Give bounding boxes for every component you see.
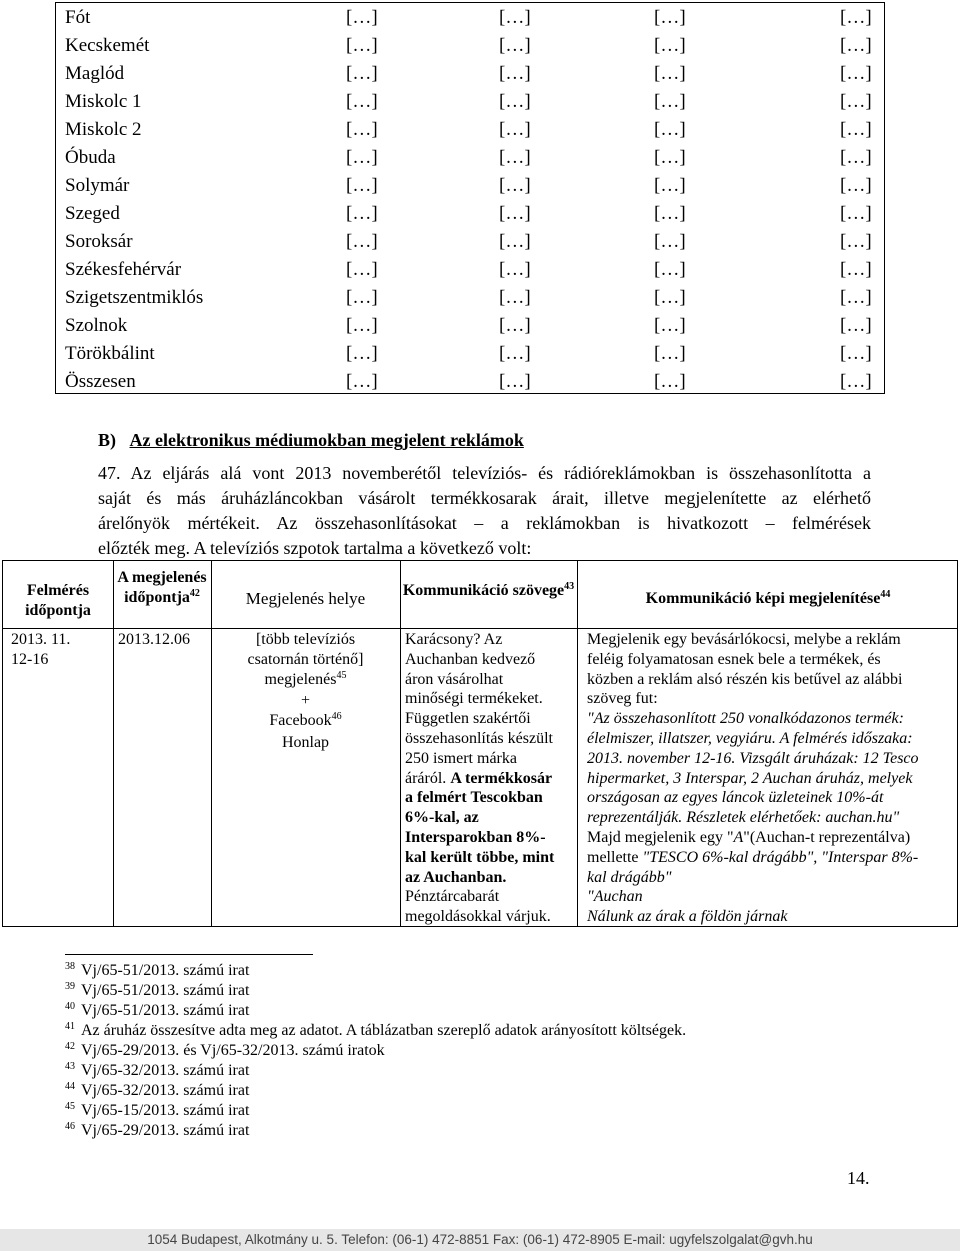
footnote-text: Vj/65-51/2013. számú irat <box>81 982 250 999</box>
footnote <box>65 1002 249 1020</box>
section-letter: B) <box>98 430 116 450</box>
paragraph-line: saját és más áruházláncokban vásárolt termékkosarak árait, illetve megjelenítette az elérhető <box>98 488 871 508</box>
redacted-cell: […] <box>840 315 872 336</box>
section-title: Az elektronikus médiumokban megjelent reklámok <box>129 430 524 450</box>
table-row <box>56 32 884 60</box>
store-name: Solymár <box>65 175 130 196</box>
paragraph-line: 47. Az eljárás alá vont 2013 novemberétől televíziós- és rádióreklámokban is összehasonlította a <box>98 463 871 483</box>
communication-text: Karácsony? Az Auchanban kedvező áron vásárolhat minőségi termékeket. Független szakértői összehasonlítás készült 250 ismert márka áráról. A termékkosár a felmért Tescokban 6%-kal, az Intersparokban 8%- kal került többe, mint az Auchanban. Pénztárcabarát megoldásokkal várjuk. <box>405 631 555 926</box>
redacted-cell: […] <box>654 231 686 252</box>
redacted-cell: […] <box>654 7 686 28</box>
redacted-cell: […] <box>499 203 531 224</box>
redacted-cell: […] <box>499 371 531 392</box>
store-cost-table <box>55 2 885 394</box>
table-row <box>56 200 884 228</box>
redacted-cell: […] <box>346 119 378 140</box>
footnote-number: 46 <box>65 1121 75 1132</box>
footnote <box>65 962 249 980</box>
table-row <box>56 256 884 284</box>
redacted-cell: […] <box>346 35 378 56</box>
footnote-separator <box>65 954 313 955</box>
header-survey-date: Felmérés időpontja <box>25 582 91 619</box>
footnote-text: Vj/65-51/2013. számú irat <box>81 1002 250 1019</box>
header-place: Megjelenés helye <box>245 589 366 608</box>
store-name: Maglód <box>65 63 125 84</box>
redacted-cell: […] <box>840 147 872 168</box>
footnote-number: 38 <box>65 961 75 972</box>
redacted-cell: […] <box>346 287 378 308</box>
redacted-cell: […] <box>654 203 686 224</box>
footnote-text: Vj/65-32/2013. számú irat <box>81 1062 250 1079</box>
redacted-cell: […] <box>654 35 686 56</box>
table-row <box>56 312 884 340</box>
section-heading <box>98 430 524 451</box>
redacted-cell: […] <box>840 287 872 308</box>
redacted-cell: […] <box>840 119 872 140</box>
footnote-number: 44 <box>65 1081 75 1092</box>
table-row <box>56 60 884 88</box>
redacted-cell: […] <box>840 343 872 364</box>
store-name: Szolnok <box>65 315 128 336</box>
footnote <box>65 1102 249 1120</box>
store-name: Soroksár <box>65 231 133 252</box>
table-row <box>56 172 884 200</box>
redacted-cell: […] <box>654 119 686 140</box>
footnote-text: Vj/65-29/2013. számú irat <box>81 1122 250 1139</box>
redacted-cell: […] <box>840 7 872 28</box>
redacted-cell: […] <box>346 63 378 84</box>
footnote <box>65 1022 686 1040</box>
store-name: Kecskemét <box>65 35 150 56</box>
redacted-cell: […] <box>654 343 686 364</box>
appearance-place: [több televíziós csatornán történő] megjelenés$^{45}$ + Facebook$^{46}$ Honlap <box>247 631 364 751</box>
store-name: Óbuda <box>65 147 116 168</box>
header-appearance-date: A megjelenés időpontja$^{42}$ <box>117 569 207 606</box>
redacted-cell: […] <box>840 91 872 112</box>
redacted-cell: […] <box>346 315 378 336</box>
redacted-cell: […] <box>346 91 378 112</box>
table-row <box>56 228 884 256</box>
footnote <box>65 1042 385 1060</box>
redacted-cell: […] <box>499 7 531 28</box>
tv-spot-table <box>2 560 958 927</box>
store-name: Törökbálint <box>65 343 155 364</box>
redacted-cell: […] <box>499 147 531 168</box>
redacted-cell: […] <box>499 259 531 280</box>
footnote-text: Vj/65-51/2013. számú irat <box>81 962 250 979</box>
redacted-cell: […] <box>840 203 872 224</box>
redacted-cell: […] <box>346 175 378 196</box>
redacted-cell: […] <box>840 231 872 252</box>
redacted-cell: […] <box>840 35 872 56</box>
redacted-cell: […] <box>499 175 531 196</box>
redacted-cell: […] <box>346 259 378 280</box>
redacted-cell: […] <box>654 315 686 336</box>
header-visual: Kommunikáció képi megjelenítése$^{44}$ <box>645 589 891 607</box>
redacted-cell: […] <box>499 119 531 140</box>
redacted-cell: […] <box>346 371 378 392</box>
survey-date: 2013. 11. 12-16 <box>11 631 71 668</box>
footnote-text: Vj/65-32/2013. számú irat <box>81 1082 250 1099</box>
redacted-cell: […] <box>840 175 872 196</box>
footnote <box>65 982 249 1000</box>
redacted-cell: […] <box>654 91 686 112</box>
store-name: Fót <box>65 7 91 28</box>
redacted-cell: […] <box>654 147 686 168</box>
store-name: Szigetszentmiklós <box>65 287 204 308</box>
footnote-number: 45 <box>65 1101 75 1112</box>
header-communication-text: Kommunikáció szövege$^{43}$ <box>402 581 575 599</box>
store-name: Székesfehérvár <box>65 259 182 280</box>
redacted-cell: […] <box>654 287 686 308</box>
store-name: Miskolc 2 <box>65 119 142 140</box>
redacted-cell: […] <box>346 7 378 28</box>
footnote-number: 43 <box>65 1061 75 1072</box>
footnote-number: 39 <box>65 981 75 992</box>
footnote-number: 42 <box>65 1041 75 1052</box>
redacted-cell: […] <box>654 259 686 280</box>
redacted-cell: […] <box>840 259 872 280</box>
redacted-cell: […] <box>499 63 531 84</box>
table-row <box>56 284 884 312</box>
paragraph-line: árelőnyök mértékeit. Az összehasonlításokat – a reklámokban is hivatkozott – felmérések <box>98 513 871 533</box>
store-name: Összesen <box>65 371 136 392</box>
page-footer: 1054 Budapest, Alkotmány u. 5. Telefon: (06-1) 472-8851 Fax: (06-1) 472-8905 E-mail: ugyfelszolgalat@gvh.hu <box>0 1229 960 1251</box>
footnote-text: Vj/65-29/2013. és Vj/65-32/2013. számú iratok <box>81 1042 385 1059</box>
redacted-cell: […] <box>840 371 872 392</box>
redacted-cell: […] <box>654 175 686 196</box>
redacted-cell: […] <box>499 35 531 56</box>
redacted-cell: […] <box>499 343 531 364</box>
redacted-cell: […] <box>499 315 531 336</box>
store-name: Miskolc 1 <box>65 91 142 112</box>
table-row <box>56 4 884 32</box>
table-row <box>56 116 884 144</box>
footnote <box>65 1122 249 1140</box>
redacted-cell: […] <box>654 371 686 392</box>
appearance-date: 2013.12.06 <box>118 631 190 648</box>
redacted-cell: […] <box>654 63 686 84</box>
footnote <box>65 1082 249 1100</box>
redacted-cell: […] <box>346 231 378 252</box>
redacted-cell: […] <box>346 147 378 168</box>
table-row <box>56 368 884 396</box>
footnote-text: Vj/65-15/2013. számú irat <box>81 1102 250 1119</box>
redacted-cell: […] <box>346 343 378 364</box>
table-row <box>56 144 884 172</box>
footnote-number: 41 <box>65 1021 75 1032</box>
table-row <box>56 340 884 368</box>
footnote <box>65 1062 249 1080</box>
visual-description: Megjelenik egy bevásárlókocsi, melybe a reklám feléig folyamatosan esnek bele a termékek, és közben a reklám alsó részén kis betűvel az alábbi szöveg fut: "Az összehasonlított 250 vonalkódazonos termék: élelmiszer, illatszer, vegyiáru. A felmérés időszaka: 2013. november 12-16. Vizsgált áruházak: 12 Tesco hipermarket, 3 Interspar, 2 Auchan áruház, melyek országosan az egyes láncok üzleteinek 10%-át reprezentálják. Részletek elérhetőek: auchan.hu" Majd megjelenik egy "A"(Auchan-t reprezentálva) mellette "TESCO 6%-kal drágább", "Interspar 8%- kal drágább" "Auchan Nálunk az árak a földön járnak <box>587 631 919 926</box>
redacted-cell: […] <box>499 287 531 308</box>
redacted-cell: […] <box>499 91 531 112</box>
table-row <box>56 88 884 116</box>
paragraph-line: előzték meg. A televíziós szpotok tartalma a következő volt: <box>98 538 532 558</box>
redacted-cell: […] <box>346 203 378 224</box>
redacted-cell: […] <box>840 63 872 84</box>
store-name: Szeged <box>65 203 120 224</box>
footnote-number: 40 <box>65 1001 75 1012</box>
page-number: 14. <box>847 1168 870 1188</box>
redacted-cell: […] <box>499 231 531 252</box>
footnote-text: Az áruház összesítve adta meg az adatot. A táblázatban szereplő adatok arányosított költségek. <box>81 1022 687 1039</box>
